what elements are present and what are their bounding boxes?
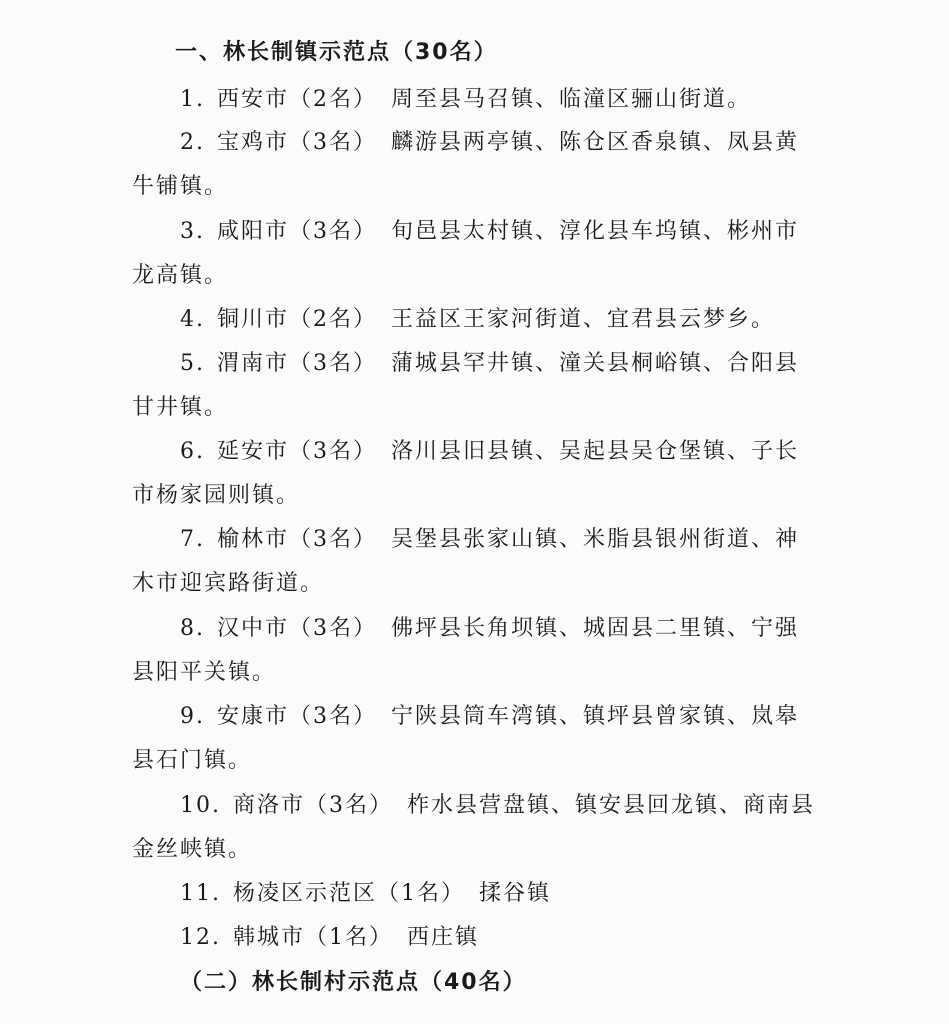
item-number: 6. bbox=[180, 439, 205, 464]
item-city: 安康市（3名） bbox=[217, 704, 377, 729]
list-item bbox=[180, 525, 799, 555]
list-item bbox=[180, 923, 479, 953]
item-number: 5. bbox=[180, 351, 205, 376]
item-number: 8. bbox=[180, 616, 205, 641]
list-item bbox=[180, 305, 775, 335]
item-city: 杨凌区示范区（1名） bbox=[233, 881, 465, 906]
item-text: 旬邑县太村镇、淳化县车坞镇、彬州市 bbox=[391, 219, 800, 244]
list-item bbox=[180, 437, 799, 467]
item-text: 佛坪县长角坝镇、城固县二里镇、宁强 bbox=[391, 616, 800, 641]
list-item bbox=[180, 702, 799, 732]
item-text: 洛川县旧县镇、吴起县吴仓堡镇、子长 bbox=[391, 439, 800, 464]
item-text: 宁陕县筒车湾镇、镇坪县曾家镇、岚皋 bbox=[391, 704, 800, 729]
item-number: 11. bbox=[180, 881, 221, 906]
item-city: 宝鸡市（3名） bbox=[217, 130, 377, 155]
item-city: 咸阳市（3名） bbox=[217, 219, 377, 244]
list-item bbox=[180, 349, 799, 379]
item-continuation: 龙高镇。 bbox=[132, 263, 229, 288]
list-item bbox=[180, 791, 815, 821]
item-number: 3. bbox=[180, 219, 205, 244]
item-number: 7. bbox=[180, 527, 205, 552]
list-item bbox=[180, 128, 799, 158]
item-number: 9. bbox=[180, 704, 205, 729]
item-number: 4. bbox=[180, 307, 205, 332]
item-text: 蒲城县罕井镇、潼关县桐峪镇、合阳县 bbox=[391, 351, 800, 376]
list-item bbox=[180, 614, 799, 644]
list-item bbox=[180, 85, 751, 115]
item-text: 麟游县两亭镇、陈仓区香泉镇、凤县黄 bbox=[391, 130, 800, 155]
item-number: 10. bbox=[180, 793, 221, 818]
item-continuation: 金丝峡镇。 bbox=[132, 837, 253, 862]
item-city: 延安市（3名） bbox=[217, 439, 377, 464]
section-heading-villages: （二）林长制村示范点（40名） bbox=[180, 970, 527, 995]
item-city: 铜川市（2名） bbox=[217, 307, 377, 332]
item-text: 揉谷镇 bbox=[479, 881, 552, 906]
item-text: 西庄镇 bbox=[407, 925, 480, 950]
section-heading-towns: 一、林长制镇示范点（30名） bbox=[175, 40, 498, 65]
list-item bbox=[180, 217, 799, 247]
item-number: 1. bbox=[180, 87, 205, 112]
item-continuation: 牛铺镇。 bbox=[132, 174, 229, 199]
item-text: 王益区王家河街道、宜君县云梦乡。 bbox=[391, 307, 776, 332]
item-continuation: 甘井镇。 bbox=[132, 395, 229, 420]
item-text: 柞水县营盘镇、镇安县回龙镇、商南县 bbox=[407, 793, 816, 818]
item-city: 西安市（2名） bbox=[217, 87, 377, 112]
item-city: 渭南市（3名） bbox=[217, 351, 377, 376]
item-number: 2. bbox=[180, 130, 205, 155]
item-continuation: 县阳平关镇。 bbox=[132, 660, 277, 685]
item-city: 商洛市（3名） bbox=[233, 793, 393, 818]
item-city: 榆林市（3名） bbox=[217, 527, 377, 552]
item-text: 吴堡县张家山镇、米脂县银州街道、神 bbox=[391, 527, 800, 552]
list-item bbox=[180, 879, 551, 909]
item-city: 汉中市（3名） bbox=[217, 616, 377, 641]
item-number: 12. bbox=[180, 925, 221, 950]
item-continuation: 县石门镇。 bbox=[132, 748, 253, 773]
item-city: 韩城市（1名） bbox=[233, 925, 393, 950]
item-continuation: 木市迎宾路街道。 bbox=[132, 571, 325, 596]
item-continuation: 市杨家园则镇。 bbox=[132, 483, 301, 508]
item-text: 周至县马召镇、临潼区骊山街道。 bbox=[391, 87, 752, 112]
